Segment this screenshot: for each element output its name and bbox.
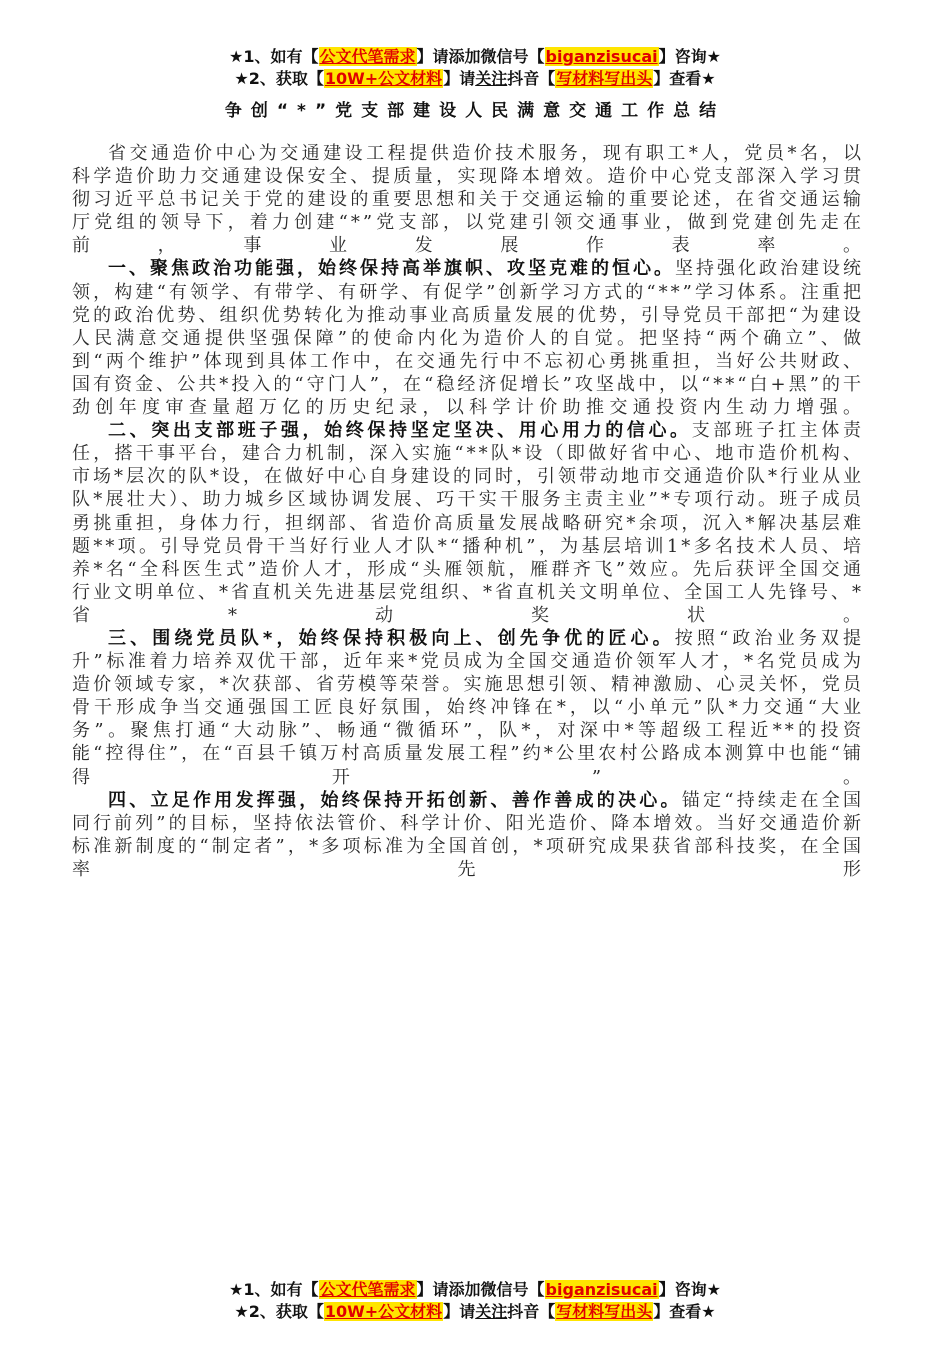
bottom-banner [0, 1279, 950, 1323]
document-title: 争创“*”党支部建设人民满意交通工作总结 [224, 101, 726, 121]
paragraph-section-3: 三、围绕党员队*，始终保持积极向上、创先争优的匠心。按照“政治业务双提升”标准着力培养双优干部，近年来*党员成为全国交通造价领军人才，*名党员成为造价领域专家，*次获部、省劳模等荣誉。实施思想引领、精神激励、心灵关怀，党员骨干形成争当交通强国工匠良好氛围，始终冲锋在*，以“小单元”队*力交通“大业务”。聚焦打通“大动脉”、畅通“微循环”，队*，对深中*等超级工程近**的投资能“控得住”，在“百县千镇万村高质量发展工程”约*公里农村公路成本测算中也能“铺得开”。 [72, 627, 864, 788]
highlight-ghostwriting: 公文代笔需求 [319, 47, 416, 66]
banner-line-2: ★2、获取【10W+公文材料】请关注抖音【写材料写出头】查看★ [234, 1302, 716, 1321]
section-heading: 二、突出支部班子强，始终保持坚定坚决、用心用力的信心。 [108, 420, 692, 442]
paragraph-intro: 省交通造价中心为交通建设工程提供造价技术服务，现有职工*人，党员*名，以科学造价助力交通建设保安全、提质量，实现降本增效。造价中心党支部深入学习贯彻习近平总书记关于党的建设的重要思想和关于交通运输的重要论述，在省交通运输厅党组的领导下，着力创建“*”党支部，以党建引领交通事业，做到党建创先走在前，事业发展作表率。 [72, 143, 864, 257]
section-heading: 四、立足作用发挥强，始终保持开拓创新、善作善成的决心。 [108, 789, 682, 811]
document-body [72, 142, 864, 881]
paragraph-section-4: 四、立足作用发挥强，始终保持开拓创新、善作善成的决心。锚定“持续走在全国同行前列”的目标，坚持依法管价、科学计价、阳光造价、降本增效。当好交通造价新标准新制度的“制定者”，*多项标准为全国首创，*项研究成果获省部科技奖，在全国率先形 [72, 789, 865, 880]
top-banner [0, 46, 950, 90]
highlight-ghostwriting: 公文代笔需求 [319, 1280, 416, 1299]
paragraph-section-2: 二、突出支部班子强，始终保持坚定坚决、用心用力的信心。支部班子扛主体责任，搭干事平台，建合力机制，深入实施“**队*设（即做好省中心、地市造价机构、市场*层次的队*设，在做好中心自身建设的同时，引领带动地市交通造价队*行业从业队*展壮大）、助力城乡区域协调发展、巧干实干服务主责主业”*专项行动。班子成员勇挑重担，身体力行，担纲部、省造价高质量发展战略研究*余项，沉入*解决基层难题**项。引导党员骨干当好行业人才队*“播种机”，为基层培训1*多名技术人员、培养*名“全科医生式”造价人才，形成“头雁领航，雁群齐飞”效应。先后获评全国交通行业文明单位、*省直机关先进基层党组织、*省直机关文明单位、全国工人先锋号、*省*动奖状。 [72, 420, 865, 626]
banner-line-1: ★1、如有【公文代笔需求】请添加微信号【biganzisucai】咨询★ [229, 47, 721, 66]
highlight-wechat-id: biganzisucai [545, 47, 658, 66]
section-heading: 一、聚焦政治功能强，始终保持高举旗帜、攻坚克难的恒心。 [108, 258, 675, 280]
highlight-douyin: 写材料写出头 [556, 69, 653, 88]
banner-line-1: ★1、如有【公文代笔需求】请添加微信号【biganzisucai】咨询★ [229, 1280, 721, 1299]
banner-line-2: ★2、获取【10W+公文材料】请关注抖音【写材料写出头】查看★ [234, 69, 716, 88]
highlight-materials: 10W+公文材料 [324, 1302, 443, 1321]
section-heading: 三、围绕党员队*，始终保持积极向上、创先争优的匠心。 [108, 627, 675, 649]
highlight-materials: 10W+公文材料 [324, 69, 443, 88]
highlight-douyin: 写材料写出头 [556, 1302, 653, 1321]
paragraph-section-1: 一、聚焦政治功能强，始终保持高举旗帜、攻坚克难的恒心。坚持强化政治建设统领，构建“有领学、有带学、有研学、有促学”创新学习方式的“**”学习体系。注重把党的政治优势、组织优势转化为推动事业高质量发展的优势，引导党员干部把“为建设人民满意交通提供坚强保障”的使命内化为造价人的自觉。把坚持“两个确立”、做到“两个维护”体现到具体工作中，在交通先行中不忘初心勇挑重担，当好公共财政、国有资金、公共*投入的“守门人”，在“稳经济促增长”攻坚战中，以“**“白+黑”的干劲创年度审查量超万亿的历史纪录，以科学计价助推交通投资内生动力增强。 [72, 258, 864, 419]
highlight-wechat-id: biganzisucai [545, 1280, 658, 1299]
